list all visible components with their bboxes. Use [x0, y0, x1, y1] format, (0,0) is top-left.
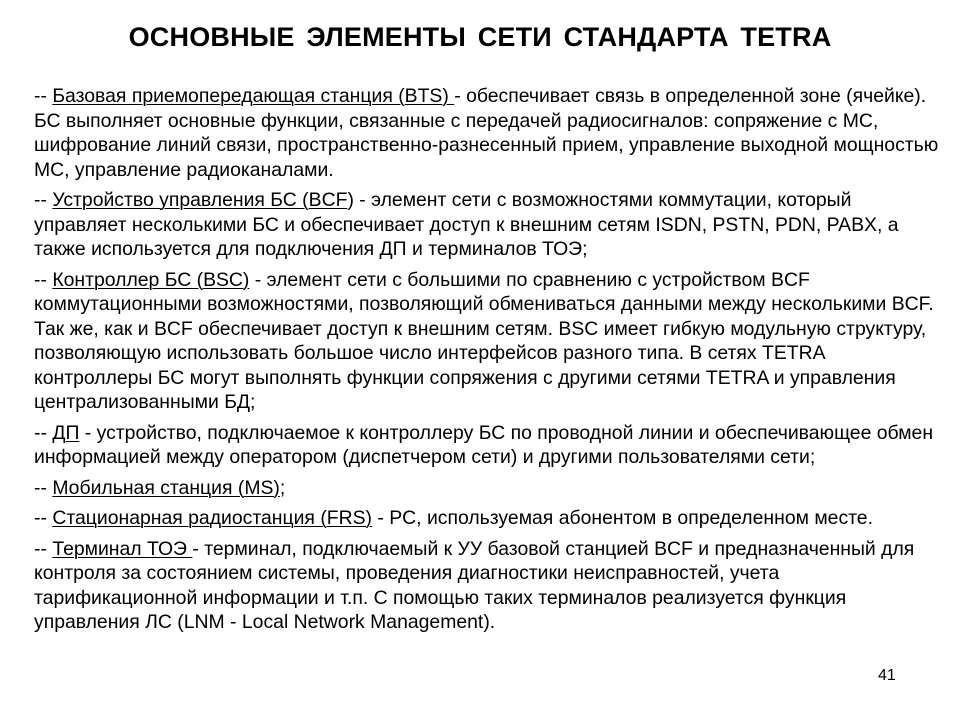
list-item-toe-terminal [34, 537, 944, 635]
item-text: - обеспечивает связь в определенной зоне (ячейке). БС выполняет основные функции, связанные с передачей радиосигналов: сопряжение с МС, шифрование линий связи, пространственно-разнесенный прием, управление выходной мощностью МС, управление радиоканалами. [34, 85, 939, 181]
item-text: - элемент сети с большими по сравнению с устройством BCF коммутационными возможностями, позволяющий обмениваться данными между несколькими BCF. Так же, как и BCF обеспечивает доступ к внешним сетям. BSC имеет гибкую модульную структуру, позволяющую использовать большое число интерфейсов разного типа. В сетях TETRA контроллеры БС могут выполнять функции сопряжения с другими сетями TETRA и управления централизованными БД; [34, 268, 934, 413]
item-text: - устройство, подключаемое к контроллеру БС по проводной линии и обеспечивающее обмен информацией между оператором (диспетчером сети) и другими пользователями сети; [34, 421, 934, 468]
slide-title: ОСНОВНЫЕ ЭЛЕМЕНТЫ СЕТИ СТАНДАРТА TETRA [128, 22, 832, 52]
list-item-ms [34, 476, 944, 501]
list-item-dp [34, 421, 944, 470]
item-prefix: -- [34, 476, 53, 499]
list-item-bcf [34, 188, 944, 262]
item-prefix: -- [34, 85, 53, 107]
item-text: ) - элемент сети с возможностями коммутации, который управляет несколькими БС и обеспечивает доступ к внешним сетям ISDN, PSTN, PDN, PABX, а также используется для подключения ДП и терминалов ТОЭ; [34, 189, 899, 260]
list-item-bts [34, 84, 944, 182]
list-item-bsc [34, 268, 944, 415]
list-item-frs [34, 506, 944, 531]
item-prefix: -- [34, 537, 53, 560]
slide-content [34, 84, 944, 641]
item-term: Устройство управления БС (BCF [52, 189, 348, 211]
item-term: Базовая приемопередающая станция (BTS) [52, 85, 455, 107]
item-term: Стационарная радиостанция (FRS) [52, 507, 373, 529]
item-text: - терминал, подключаемый к УУ базовой станцией BCF и предназначенный для контроля за состоянием системы, проведения диагностики неисправностей, учета тарификационной информации и т.п. С помощью таких терминалов реализуется функция управления ЛС (LNM - Local Network Management). [34, 537, 915, 633]
item-prefix: -- [34, 189, 53, 211]
page-number: 41 [878, 667, 896, 684]
item-prefix: -- [34, 268, 53, 291]
item-term: Мобильная станция (MS) [52, 476, 280, 499]
item-prefix: -- [34, 421, 53, 444]
item-term: Терминал ТОЭ [52, 537, 193, 560]
item-text: ; [279, 476, 286, 499]
item-term: Контроллер БС (BSC) [52, 268, 250, 291]
item-term: ДП [52, 421, 80, 444]
item-prefix: -- [34, 507, 53, 529]
item-text: - PC, используемая абонентом в определенном месте. [372, 507, 873, 529]
